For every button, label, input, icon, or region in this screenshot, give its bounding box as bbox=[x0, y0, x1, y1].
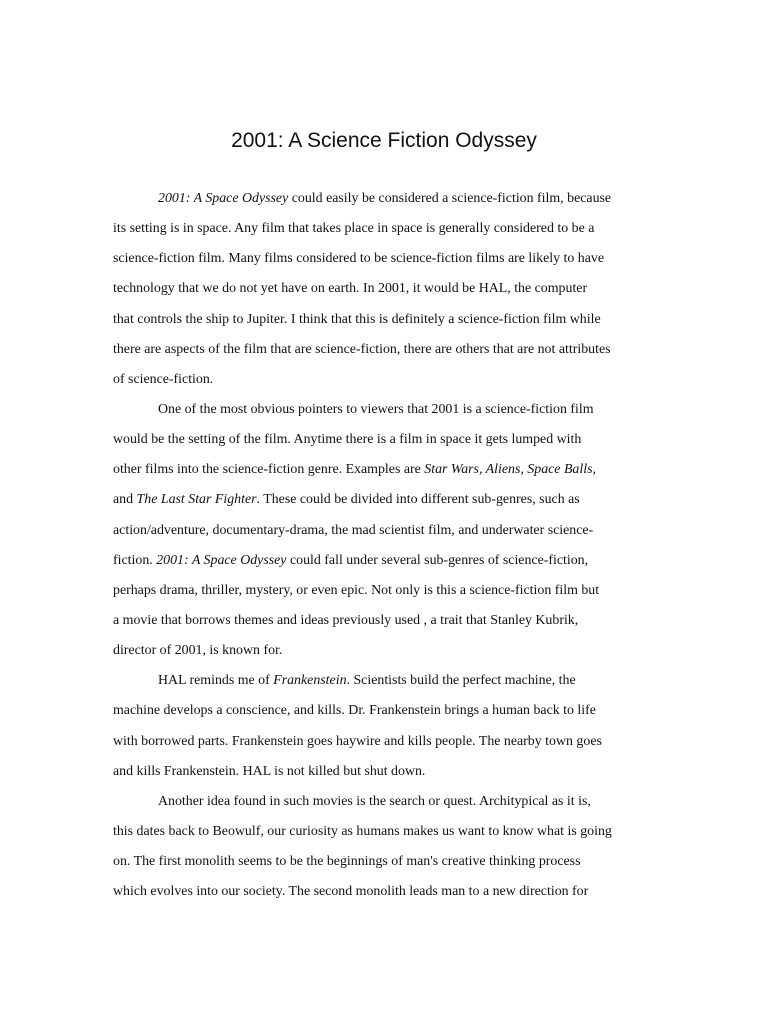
text-line bbox=[113, 335, 661, 365]
text-line bbox=[113, 395, 661, 425]
text-run: . Scientists build the perfect machine, the bbox=[346, 673, 576, 689]
text-run: fiction. bbox=[113, 552, 157, 568]
text-run: its setting is in space. Any film that takes place in space is generally considered to be a bbox=[113, 221, 595, 237]
text-line bbox=[113, 244, 661, 274]
text-line bbox=[113, 455, 661, 485]
text-run: could fall under several sub-genres of science-fiction, bbox=[286, 552, 589, 568]
text-run: which evolves into our society. The second monolith leads man to a new direction for bbox=[113, 884, 589, 900]
italic-title-run: The Last Star Fighter bbox=[136, 492, 257, 508]
text-run: other films into the science-fiction genre. Examples are bbox=[113, 462, 425, 478]
text-line bbox=[113, 365, 661, 395]
text-line bbox=[113, 696, 661, 726]
document-body bbox=[113, 184, 661, 907]
text-run: would be the setting of the film. Anytime there is a film in space it gets lumped with bbox=[113, 432, 582, 448]
text-run: HAL reminds me of bbox=[158, 673, 274, 689]
text-run: action/adventure, documentary-drama, the mad scientist film, and underwater science- bbox=[113, 522, 594, 538]
text-line bbox=[113, 305, 661, 335]
text-line bbox=[113, 636, 661, 666]
text-line bbox=[113, 546, 661, 576]
text-run: and kills Frankenstein. HAL is not killed but shut down. bbox=[113, 763, 426, 779]
text-line bbox=[113, 576, 661, 606]
paragraph bbox=[113, 184, 661, 395]
text-line bbox=[113, 485, 661, 515]
text-run: of science-fiction. bbox=[113, 371, 214, 387]
text-line bbox=[113, 817, 661, 847]
text-run: this dates back to Beowulf, our curiosity as humans makes us want to know what is going bbox=[113, 823, 612, 839]
text-run: technology that we do not yet have on earth. In 2001, it would be HAL, the computer bbox=[113, 281, 588, 297]
text-run: and bbox=[113, 492, 137, 508]
text-line bbox=[113, 274, 661, 304]
text-line bbox=[113, 184, 661, 214]
text-run: there are aspects of the film that are science-fiction, there are others that are not attributes bbox=[113, 341, 611, 357]
paragraph bbox=[113, 787, 661, 908]
italic-title-run: 2001: A Space Odyssey bbox=[156, 552, 287, 568]
text-run: machine develops a conscience, and kills. Dr. Frankenstein brings a human back to life bbox=[113, 703, 596, 719]
text-line bbox=[113, 847, 661, 877]
paragraph bbox=[113, 666, 661, 787]
text-line bbox=[113, 516, 661, 546]
text-run: One of the most obvious pointers to viewers that 2001 is a science-fiction film bbox=[158, 401, 594, 417]
text-line bbox=[113, 877, 661, 907]
text-line bbox=[113, 606, 661, 636]
italic-title-run: Frankenstein bbox=[273, 673, 347, 689]
text-run: science-fiction film. Many films considered to be science-fiction films are likely to have bbox=[113, 251, 605, 267]
text-line bbox=[113, 214, 661, 244]
italic-title-run: 2001: A Space Odyssey bbox=[158, 191, 289, 206]
text-run: on. The first monolith seems to be the beginnings of man's creative thinking process bbox=[113, 854, 581, 870]
text-line bbox=[113, 666, 661, 696]
page-title: 2001: A Science Fiction Odyssey bbox=[231, 129, 537, 152]
text-line bbox=[113, 757, 661, 787]
text-run: perhaps drama, thriller, mystery, or even epic. Not only is this a science-fiction film but bbox=[113, 582, 600, 598]
text-run: . These could be divided into different sub-genres, such as bbox=[256, 492, 580, 508]
text-run: a movie that borrows themes and ideas previously used , a trait that Stanley Kubrik, bbox=[113, 612, 579, 628]
paragraph bbox=[113, 395, 661, 666]
text-line bbox=[113, 787, 661, 817]
text-run: Another idea found in such movies is the search or quest. Architypical as it is, bbox=[158, 793, 591, 809]
italic-title-run: Star Wars, Aliens, Space Balls, bbox=[424, 462, 596, 478]
text-run: director of 2001, is known for. bbox=[113, 643, 283, 659]
text-run: with borrowed parts. Frankenstein goes haywire and kills people. The nearby town goes bbox=[113, 733, 602, 749]
text-line bbox=[113, 425, 661, 455]
text-line bbox=[113, 727, 661, 757]
text-run: could easily be considered a science-fiction film, because bbox=[288, 191, 612, 206]
text-run: that controls the ship to Jupiter. I think that this is definitely a science-fiction film while bbox=[113, 311, 601, 327]
